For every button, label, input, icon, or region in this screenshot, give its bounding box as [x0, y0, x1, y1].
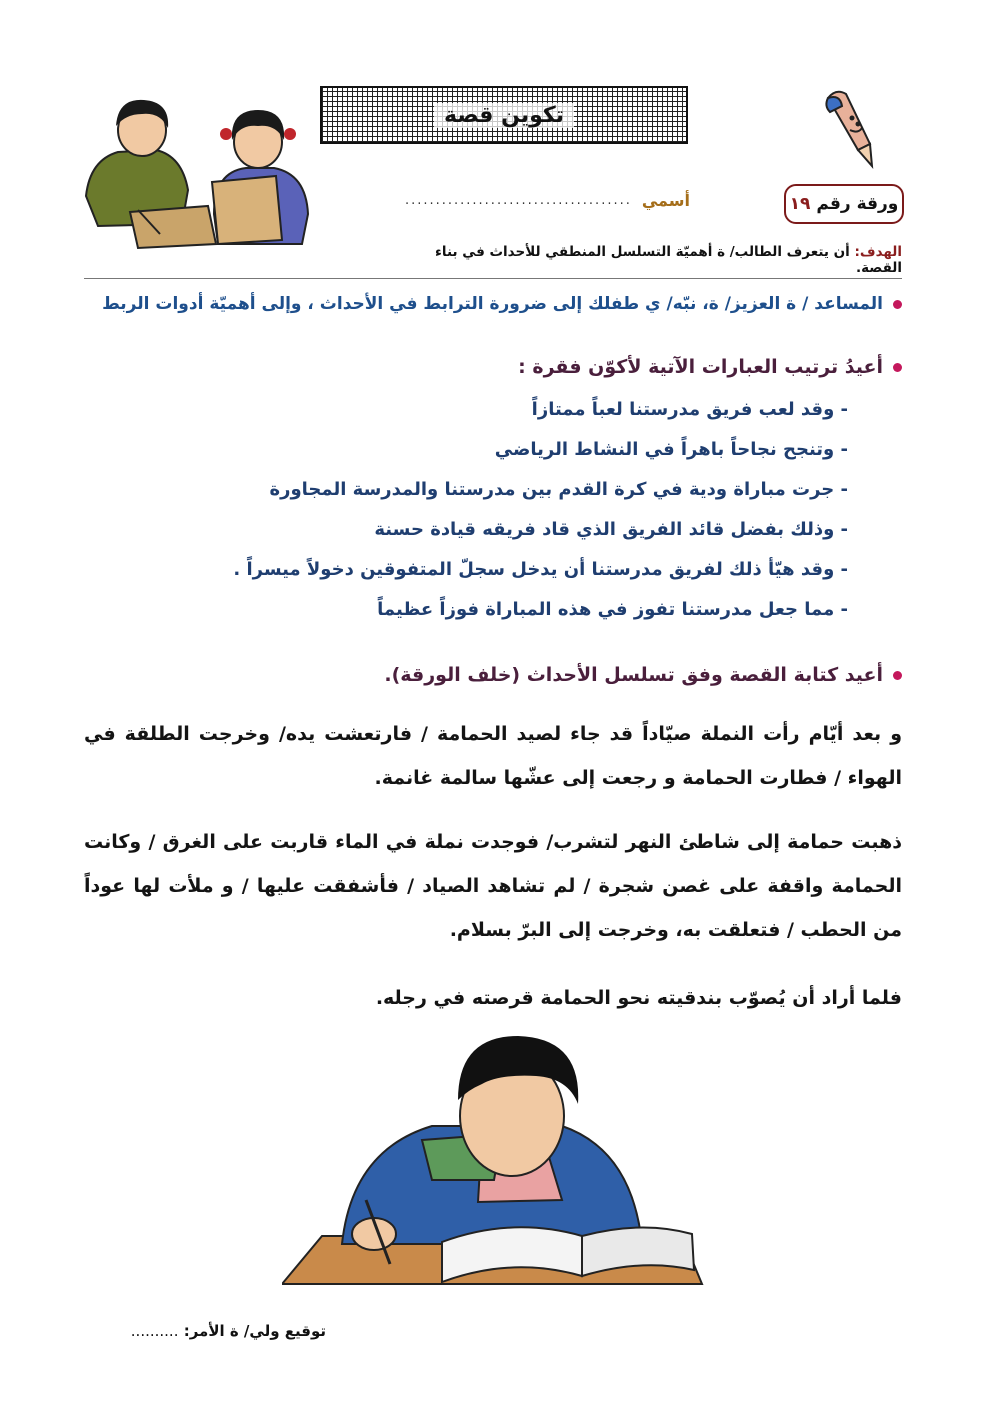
student-name-row	[360, 188, 690, 212]
story-paragraph: و بعد أيّام رأت النملة صيّاداً قد جاء لصيد الحمامة / فارتعشت يده/ وخرجت الطلقة في الهواء / فطارت الحمامة و رجعت إلى عشّها سالمة غانمة.	[84, 723, 902, 789]
name-label: أسمي	[641, 190, 690, 210]
rewrite-instruction-text: أعيد كتابة القصة وفق تسلسل الأحداث (خلف الورقة).	[384, 664, 883, 686]
sentence-item: - وذلك بفضل قائد الفريق الذي قاد فريقه قيادة حسنة	[374, 519, 848, 540]
parent-note	[84, 294, 902, 314]
goal-text: أن يتعرف الطالب/ ة أهميّة التسلسل المنطقي للأحداث في بناء القصة.	[435, 244, 902, 276]
worksheet-title-box	[320, 86, 688, 144]
goal-label: الهدف:	[854, 244, 902, 260]
sheet-number-label: ورقة رقم	[816, 194, 899, 214]
sentence-item: - وقد هيّأ ذلك لفريق مدرستنا أن يدخل سجلّ المتفوقين دخولاً ميسراً .	[233, 559, 848, 580]
story-paragraph: فلما أراد أن يُصوّب بندقيته نحو الحمامة قرصته في رجله.	[375, 987, 902, 1009]
worksheet-title: تكوين قصة	[434, 103, 574, 128]
rewrite-instruction	[384, 664, 902, 686]
boy-studying-illustration	[282, 1030, 706, 1288]
name-fill-line[interactable]: .....................................	[404, 192, 632, 208]
sentence-item: - مما جعل مدرستنا تفوز في هذه المباراة فوزاً عظيماً	[377, 599, 848, 620]
divider	[84, 278, 902, 279]
parent-note-text: المساعد / ة العزيز/ ة، نبّه/ ي طفلك إلى ضرورة الترابط في الأحداث ، وإلى أهميّة أدوات الربط	[102, 294, 883, 314]
reorder-instruction-text: أعيدُ ترتيب العبارات الآتية لأكوّن فقرة :	[518, 356, 883, 378]
sentence-item: - وقد لعب فريق مدرستنا لعباً ممتازاً	[531, 399, 848, 420]
pencil-mascot-icon	[812, 84, 882, 174]
sentence-item: - وتنجح نجاحاً باهراً في النشاط الرياضي	[494, 439, 848, 460]
signature-label: توقيع ولي/ ة الأمر:	[183, 1322, 326, 1340]
bullet-dot-icon	[893, 300, 902, 309]
children-writing-illustration	[78, 94, 314, 250]
bullet-dot-icon	[893, 363, 902, 372]
sheet-number: ١٩	[789, 194, 811, 214]
bullet-dot-icon	[893, 671, 902, 680]
sheet-number-badge	[784, 184, 904, 224]
goal-line	[420, 244, 902, 276]
sentence-list	[188, 390, 848, 630]
guardian-signature-line	[86, 1322, 326, 1340]
story-paragraph: ذهبت حمامة إلى شاطئ النهر لتشرب/ فوجدت نملة في الماء قاربت على الغرق / وكانت الحمامة واقفة على غصن شجرة / لم تشاهد الصياد / فأشفقت عليها / و ملأت لها عوداً من الحطب / فتعلقت به، وخرجت إلى البرّ بسلام.	[84, 831, 902, 941]
sentence-item: - جرت مباراة ودية في كرة القدم بين مدرستنا والمدرسة المجاورة	[269, 479, 848, 500]
reorder-instruction	[518, 356, 902, 378]
signature-fill-line[interactable]: ..........	[130, 1322, 179, 1340]
